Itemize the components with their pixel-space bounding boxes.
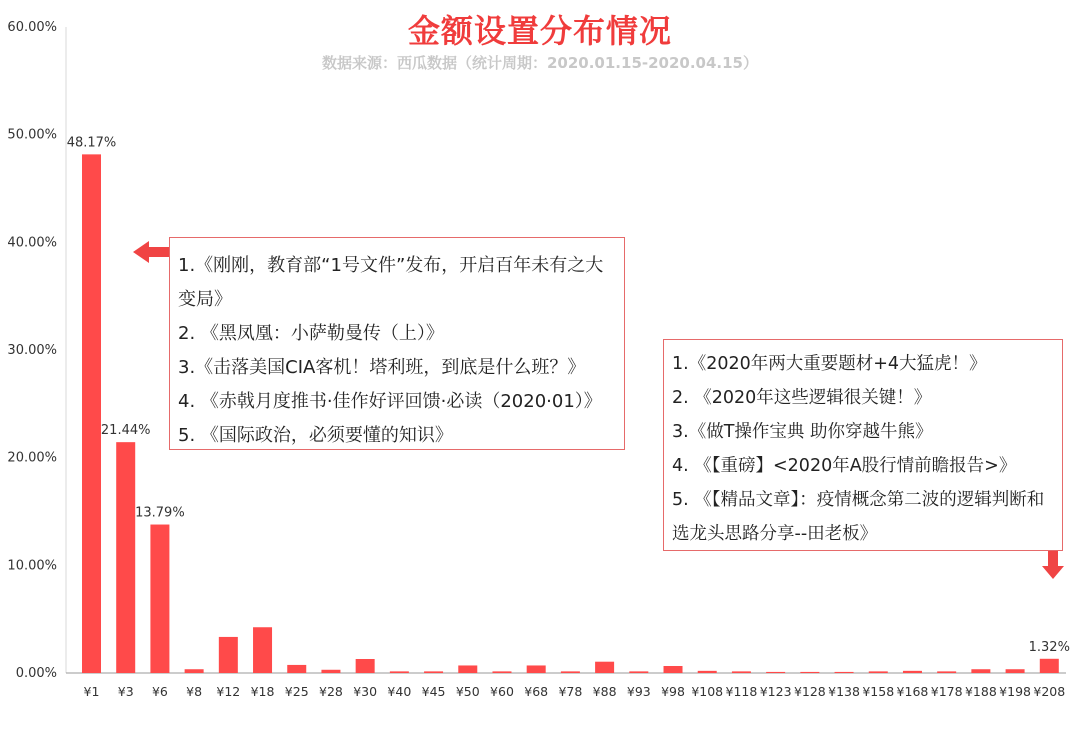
x-tick-label: ¥198	[999, 684, 1031, 699]
bar	[492, 671, 511, 673]
bar	[321, 670, 340, 673]
bar	[185, 669, 204, 673]
x-tick-label: ¥188	[964, 684, 997, 699]
x-tick-label: ¥8	[186, 684, 203, 699]
x-tick-label: ¥12	[216, 684, 241, 699]
bar	[424, 671, 443, 673]
x-tick-label: ¥6	[151, 684, 168, 699]
x-tick-label: ¥50	[455, 684, 480, 699]
bar	[116, 442, 135, 673]
bar	[253, 627, 272, 673]
left-list-item: 1.《刚刚，教育部“1号文件”发布，开启百年未有之大变局》	[178, 255, 604, 310]
right-list-item: 2. 《2020年这些逻辑很关键！》	[672, 388, 932, 408]
bar	[664, 666, 683, 673]
x-tick-label: ¥45	[421, 684, 446, 699]
x-tick-label: ¥168	[896, 684, 929, 699]
x-tick-label: ¥88	[592, 684, 617, 699]
bar	[937, 671, 956, 673]
x-tick-label: ¥98	[661, 684, 685, 699]
y-tick-label: 30.00%	[7, 343, 57, 358]
y-tick-label: 60.00%	[7, 20, 57, 35]
x-tick-label: ¥1	[83, 684, 100, 699]
x-tick-label: ¥60	[490, 684, 514, 699]
bar	[698, 671, 717, 673]
x-tick-label: ¥118	[725, 684, 758, 699]
data-label: 13.79%	[135, 505, 185, 521]
bar	[835, 672, 854, 673]
left-list-item: 4. 《赤戟月度推书·佳作好评回馈·必读（2020·01）》	[178, 391, 602, 412]
x-tick-label: ¥128	[793, 684, 826, 699]
y-tick-label: 10.00%	[7, 558, 57, 574]
bar	[390, 671, 409, 673]
x-tick-label: ¥30	[353, 684, 378, 699]
x-tick-label: ¥138	[828, 684, 860, 699]
bar	[287, 665, 306, 673]
data-label: 48.17%	[66, 135, 117, 151]
chart-subtitle: 数据来源：西瓜数据（统计周期：2020.01.15-2020.04.15）	[321, 54, 758, 72]
x-tick-label: ¥123	[759, 684, 792, 699]
x-tick-label: ¥158	[862, 684, 895, 699]
x-tick-label: ¥108	[691, 684, 724, 699]
left-list-item: 3.《击落美国CIA客机！塔利班，到底是什么班？》	[178, 357, 586, 378]
right-list-item: 3.《做T操作宝典 助你穿越牛熊》	[672, 422, 933, 442]
x-tick-label: ¥68	[524, 684, 549, 699]
x-tick-label: ¥28	[319, 684, 343, 699]
bar	[971, 669, 990, 673]
x-tick-label: ¥3	[117, 684, 134, 699]
bar	[527, 665, 546, 673]
data-label: 1.32%	[1028, 639, 1070, 655]
bar	[150, 525, 169, 673]
bar	[766, 672, 785, 673]
y-tick-label: 20.00%	[7, 450, 57, 466]
x-tick-label: ¥40	[387, 684, 412, 699]
y-tick-label: 0.00%	[15, 666, 57, 681]
right-list-item: 4. 《【重磅】<2020年A股行情前瞻报告>》	[672, 456, 1017, 476]
x-tick-label: ¥178	[930, 684, 963, 699]
right-list-item: 1.《2020年两大重要题材+4大猛虎！》	[672, 354, 987, 374]
x-tick-label: ¥93	[626, 684, 651, 699]
bar	[629, 671, 648, 673]
x-tick-label: ¥208	[1033, 684, 1066, 699]
bar	[458, 665, 477, 673]
x-tick-label: ¥25	[284, 684, 309, 699]
right-list-item: 5. 《【精品文章】：疫情概念第二波的逻辑判断和选龙头思路分享--田老板》	[672, 490, 1045, 544]
bar	[1006, 669, 1025, 673]
bar	[800, 672, 819, 673]
x-tick-label: ¥78	[558, 684, 583, 699]
x-axis	[66, 673, 1066, 699]
bar	[561, 671, 580, 673]
left-list-item: 5. 《国际政治，必须要懂的知识》	[178, 425, 453, 446]
y-tick-label: 40.00%	[7, 235, 57, 251]
bar	[732, 671, 751, 673]
data-label: 21.44%	[100, 423, 151, 439]
bar	[869, 671, 888, 673]
bar	[82, 154, 101, 673]
left-annotation-box	[169, 237, 625, 450]
x-tick-label: ¥18	[250, 684, 275, 699]
chart-title: 金额设置分布情况	[407, 12, 672, 50]
bar	[219, 637, 238, 673]
bar	[595, 662, 614, 673]
bar	[1040, 659, 1059, 673]
y-tick-label: 50.00%	[7, 127, 57, 143]
bar	[356, 659, 375, 673]
left-arrow-icon	[133, 241, 169, 263]
down-arrow-icon	[1042, 551, 1064, 579]
right-annotation-box	[663, 339, 1063, 551]
left-list-item: 2. 《黑凤凰：小萨勒曼传（上）》	[178, 323, 444, 344]
bar	[903, 671, 922, 673]
y-axis	[7, 20, 66, 681]
